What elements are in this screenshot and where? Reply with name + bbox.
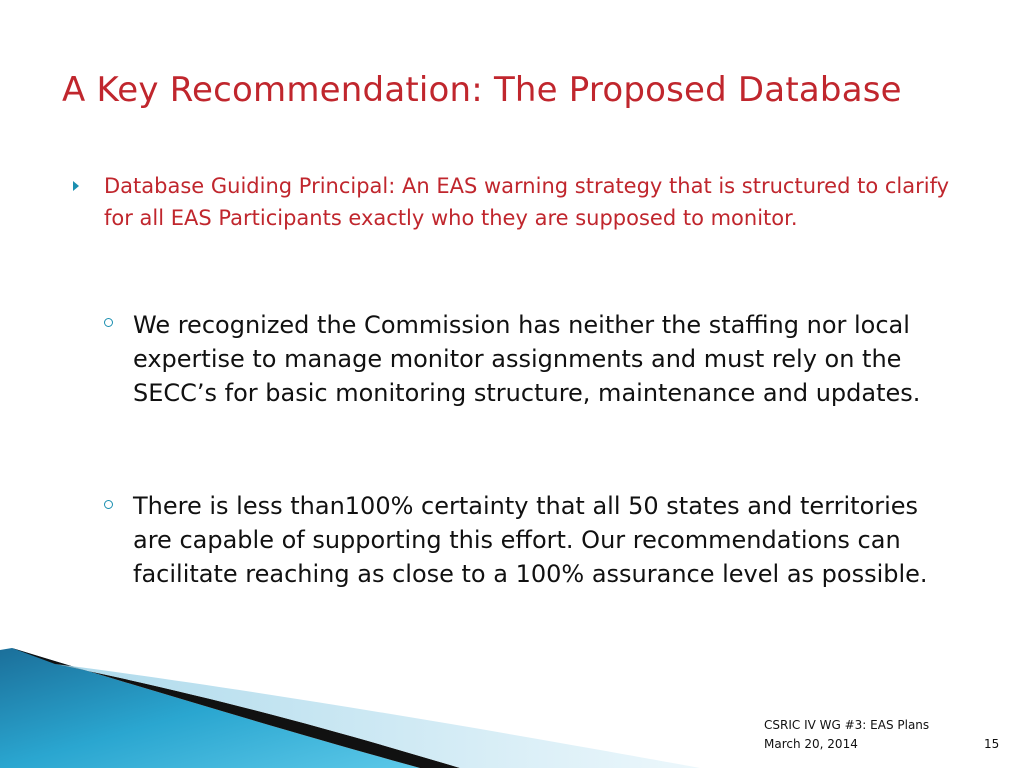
- slide-title: A Key Recommendation: The Proposed Database: [62, 70, 902, 110]
- circle-outline-icon: [104, 500, 113, 509]
- footer-line-1: CSRIC IV WG #3: EAS Plans: [764, 718, 930, 732]
- sub-bullet-1: We recognized the Commission has neither the staffing nor local expertise to manage monitor assignments and must rely on the SECC’s for basic monitoring structure, maintenance and updates.: [133, 311, 921, 407]
- main-bullet-text: Database Guiding Principal: An EAS warning strategy that is structured to clarify for all EAS Participants exactly who they are supposed to monitor.: [104, 174, 950, 230]
- circle-outline-icon: [104, 318, 113, 327]
- footer-date: March 20, 2014: [764, 737, 858, 751]
- page-number: 15: [984, 737, 1000, 751]
- triangle-right-icon: [73, 181, 79, 191]
- sub-bullet-2: There is less than100% certainty that all 50 states and territories are capable of supporting this effort. Our recommendations can facilitate reaching as close to a 100% assurance level as possible.: [133, 492, 928, 588]
